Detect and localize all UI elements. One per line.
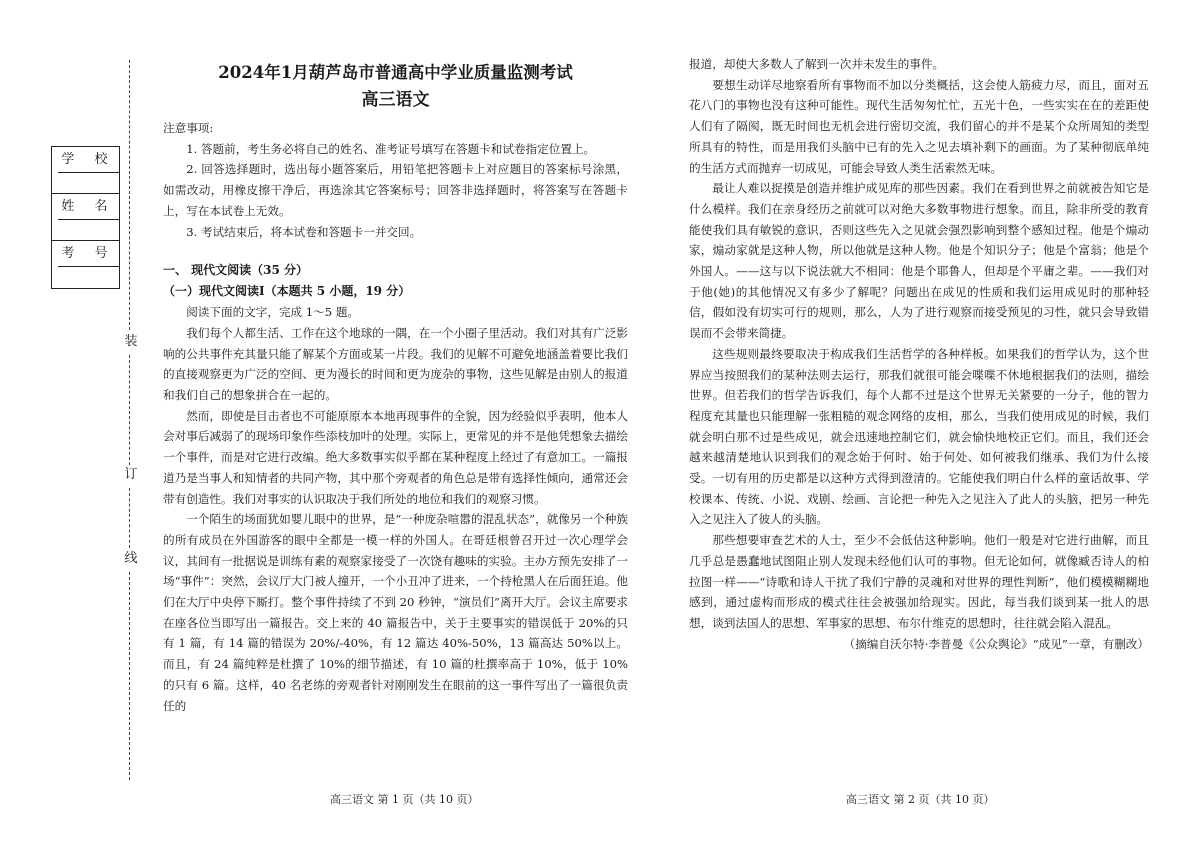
- exam-number-field[interactable]: [52, 241, 119, 288]
- binding-label-ding: 订: [124, 467, 138, 482]
- notice-item-3: 3. 考试结束后，将本试卷和答题卡一并交回。: [186, 224, 422, 239]
- subject-title: 高三语文: [361, 90, 430, 110]
- binding-dash-mid2: [129, 488, 130, 548]
- exam-number-label: 考 号: [58, 241, 119, 267]
- notice-heading: 注意事项:: [163, 121, 214, 135]
- paragraph-continued: 报道，却使大多数人了解到一次并未发生的事件。: [689, 57, 945, 71]
- binding-dash-bottom: [129, 572, 130, 780]
- instruction: 阅读下面的文字，完成 1～5 题。: [186, 305, 360, 320]
- binding-line: [124, 60, 136, 780]
- paragraph: 这些规则最终要取决于构成我们生活哲学的各种样板。如果我们的哲学认为，这个世界应当按照我们的某种法则去运行，那我们就很可能会喋喋不休地根据我们的法则，描绘世界。但若我们的哲学告诉我们，每个人都不过是这个世界无关紧要的一分子，他的智力程度充其量也只能理解一张粗糙的观念网络的皮相，那么，当我们使用成见的时候，我们就会明白那不过是些成见，就会迅速地控制它们，就会愉快地校正它们。而且，我们还会越来越清楚地认识到我们的观念始于何时、始于何处、如何被我们继承、我们为什么接受。一切有用的历史都是以这种方式得到澄清的。它能使我们明白什么样的童话故事、学校课本、传统、小说、戏剧、绘画、言论把一种先入之见注入了此人的头脑，把另一种先入之见注入了彼人的头脑。: [689, 346, 1149, 527]
- paragraph: 那些想要审查艺术的人士，至少不会低估这种影响。他们一般是对它进行曲解，而且几乎总是愚蠢地试图阻止别人发现未经他们认可的事物。但无论如何，就像臧否诗人的柏拉图一样——“诗歌和诗人干扰了我们宁静的灵魂和对世界的理性判断”，他们模模糊糊地感到，通过虚构而形成的模式往往会被强加给现实。因此，每当我们谈到某一批人的思想，谈到法国人的思想、军事家的思想、布尔什维克的思想时，往往就会陷入混乱。: [689, 533, 1149, 630]
- paragraph: 要想生动详尽地察看所有事物而不加以分类概括，这会使人筋疲力尽，而且，面对五花八门的事物也没有这种可能性。现代生活匆匆忙忙，五光十色，一些实实在在的差距使人们有了隔阂，既无时间也无机会进行密切交流，我们留心的并不是某个众所周知的类型所具有的特性，而是用我们头脑中已有的先入之见去填补剩下的画面。为了某种彻底单纯的生活方式而抛弃一切成见，可能会导致人类生活索然无味。: [689, 77, 1149, 175]
- binding-label-zhuang: 装: [124, 334, 138, 349]
- student-info-box: [51, 146, 120, 289]
- paragraph: 然而，即使是目击者也不可能原原本本地再现事件的全貌，因为经验似乎表明，他本人会对事后减弱了的现场印象作些添枝加叶的处理。实际上，更常见的并不是他凭想象去描绘一个事件，而是对它进行改编。绝大多数事实似乎都在某种程度上经过了有意加工。一篇报道乃是当事人和知情者的共同产物，其中那个旁观者的角色总是带有选择性倾向，通常还会带有创造性。我们对事实的认识取决于我们所处的地位和我们的观察习惯。: [163, 408, 628, 506]
- paragraph: 最让人难以捉摸是创造并维护成见库的那些因素。我们在看到世界之前就被告知它是什么模样。我们在亲身经历之前就可以对绝大多数事物进行想象。而且，除非所受的教育能使我们具有敏锐的意识，否则这些先入之见就会强烈影响到整个感知过程。他是个煽动家，煽动家就是这种人物，所以他就是这种人物。他是个知识分子；他是个富翁；他是个外国人。——这与以下说法就大不相同：他是个耶鲁人，但却是个平庸之辈。——我们对于他(她)的其他情况又有多少了解呢？问题出在成见的性质和我们运用成见时的那种轻信，假如没有切实可行的规则，那么，人为了进行观察而接受预见的习性，就只会导致错误而不会带来简捷。: [689, 181, 1149, 341]
- name-label: 姓 名: [58, 194, 119, 220]
- source-citation: （摘编自沃尔特·李普曼《公众舆论》“成见”一章，有删改）: [843, 636, 1149, 651]
- school-field[interactable]: [52, 147, 119, 194]
- school-label: 学 校: [58, 147, 119, 173]
- subsection-title: （一）现代文阅读Ⅰ（本题共 5 小题，19 分）: [163, 284, 411, 299]
- name-field[interactable]: [52, 194, 119, 241]
- paragraph: 一个陌生的场面犹如婴儿眼中的世界，是“一种庞杂喧嚣的混乱状态”，就像另一个种族的所有成员在外国游客的眼中全都是一模一样的外国人。在哥廷根曾召开过一次心理学会议，其间有一批据说是训练有素的观察家接受了一次饶有趣味的实验。主办方预先安排了一场“事件”：突然，会议厅大门被人撞开，一个小丑冲了进来，一个持枪黑人在后面狂追。他们在大厅中央停下厮打。整个事件持续了不到 20 秒钟，“演员们”离开大厅。会议主席要求在座各位当即写出一篇报告。交上来的 40 篇报告中，关于主要事实的错误低于 20%的只有 1 篇，有 14 篇的错误为 20%/-40%，有 12 篇达 40%-50%，13 篇高达 50%以上。而且，有 24 篇纯粹是杜撰了 10%的细节描述，有 10 篇的杜撰率高于 10%，低于 10%的只有 6 篇。这样，40 名老练的旁观者针对刚刚发生在眼前的这一事件写出了一篇很负责任的: [163, 512, 628, 713]
- section-title: 一、 现代文阅读（35 分）: [163, 263, 309, 278]
- notice-item-1: 1. 答题前，考生务必将自己的姓名、准考证号填写在答题卡和试卷指定位置上。: [186, 141, 596, 156]
- paragraph: 我们每个人都生活、工作在这个地球的一隅，在一个小圈子里活动。我们对其有广泛影响的公共事件充其量只能了解某个方面或某一片段。我们的见解不可避免地涵盖着要比我们的直接观察更为广泛的空间、更为漫长的时间和更为庞杂的事物，这些见解是由别人的报道和我们自己的想象拼合在一起的。: [163, 325, 628, 403]
- exam-title: 2024年1月葫芦岛市普通高中学业质量监测考试: [218, 63, 573, 82]
- binding-dash-mid1: [129, 355, 130, 465]
- footer-page-1: 高三语文 第 1 页（共 10 页）: [330, 793, 479, 806]
- binding-dash-top: [129, 60, 130, 330]
- notice-item-2: 2. 回答选择题时，选出每小题答案后，用铅笔把答题卡上对应题目的答案标号涂黑，如需改动，用橡皮擦干净后，再选涂其它答案标号；回答非选择题时，将答案写在答题卡上，写在本试卷上无效。: [163, 162, 628, 218]
- page-1: [163, 56, 628, 716]
- page-2: [689, 54, 1149, 655]
- footer-page-2: 高三语文 第 2 页（共 10 页）: [846, 793, 995, 806]
- binding-label-xian: 线: [124, 551, 138, 566]
